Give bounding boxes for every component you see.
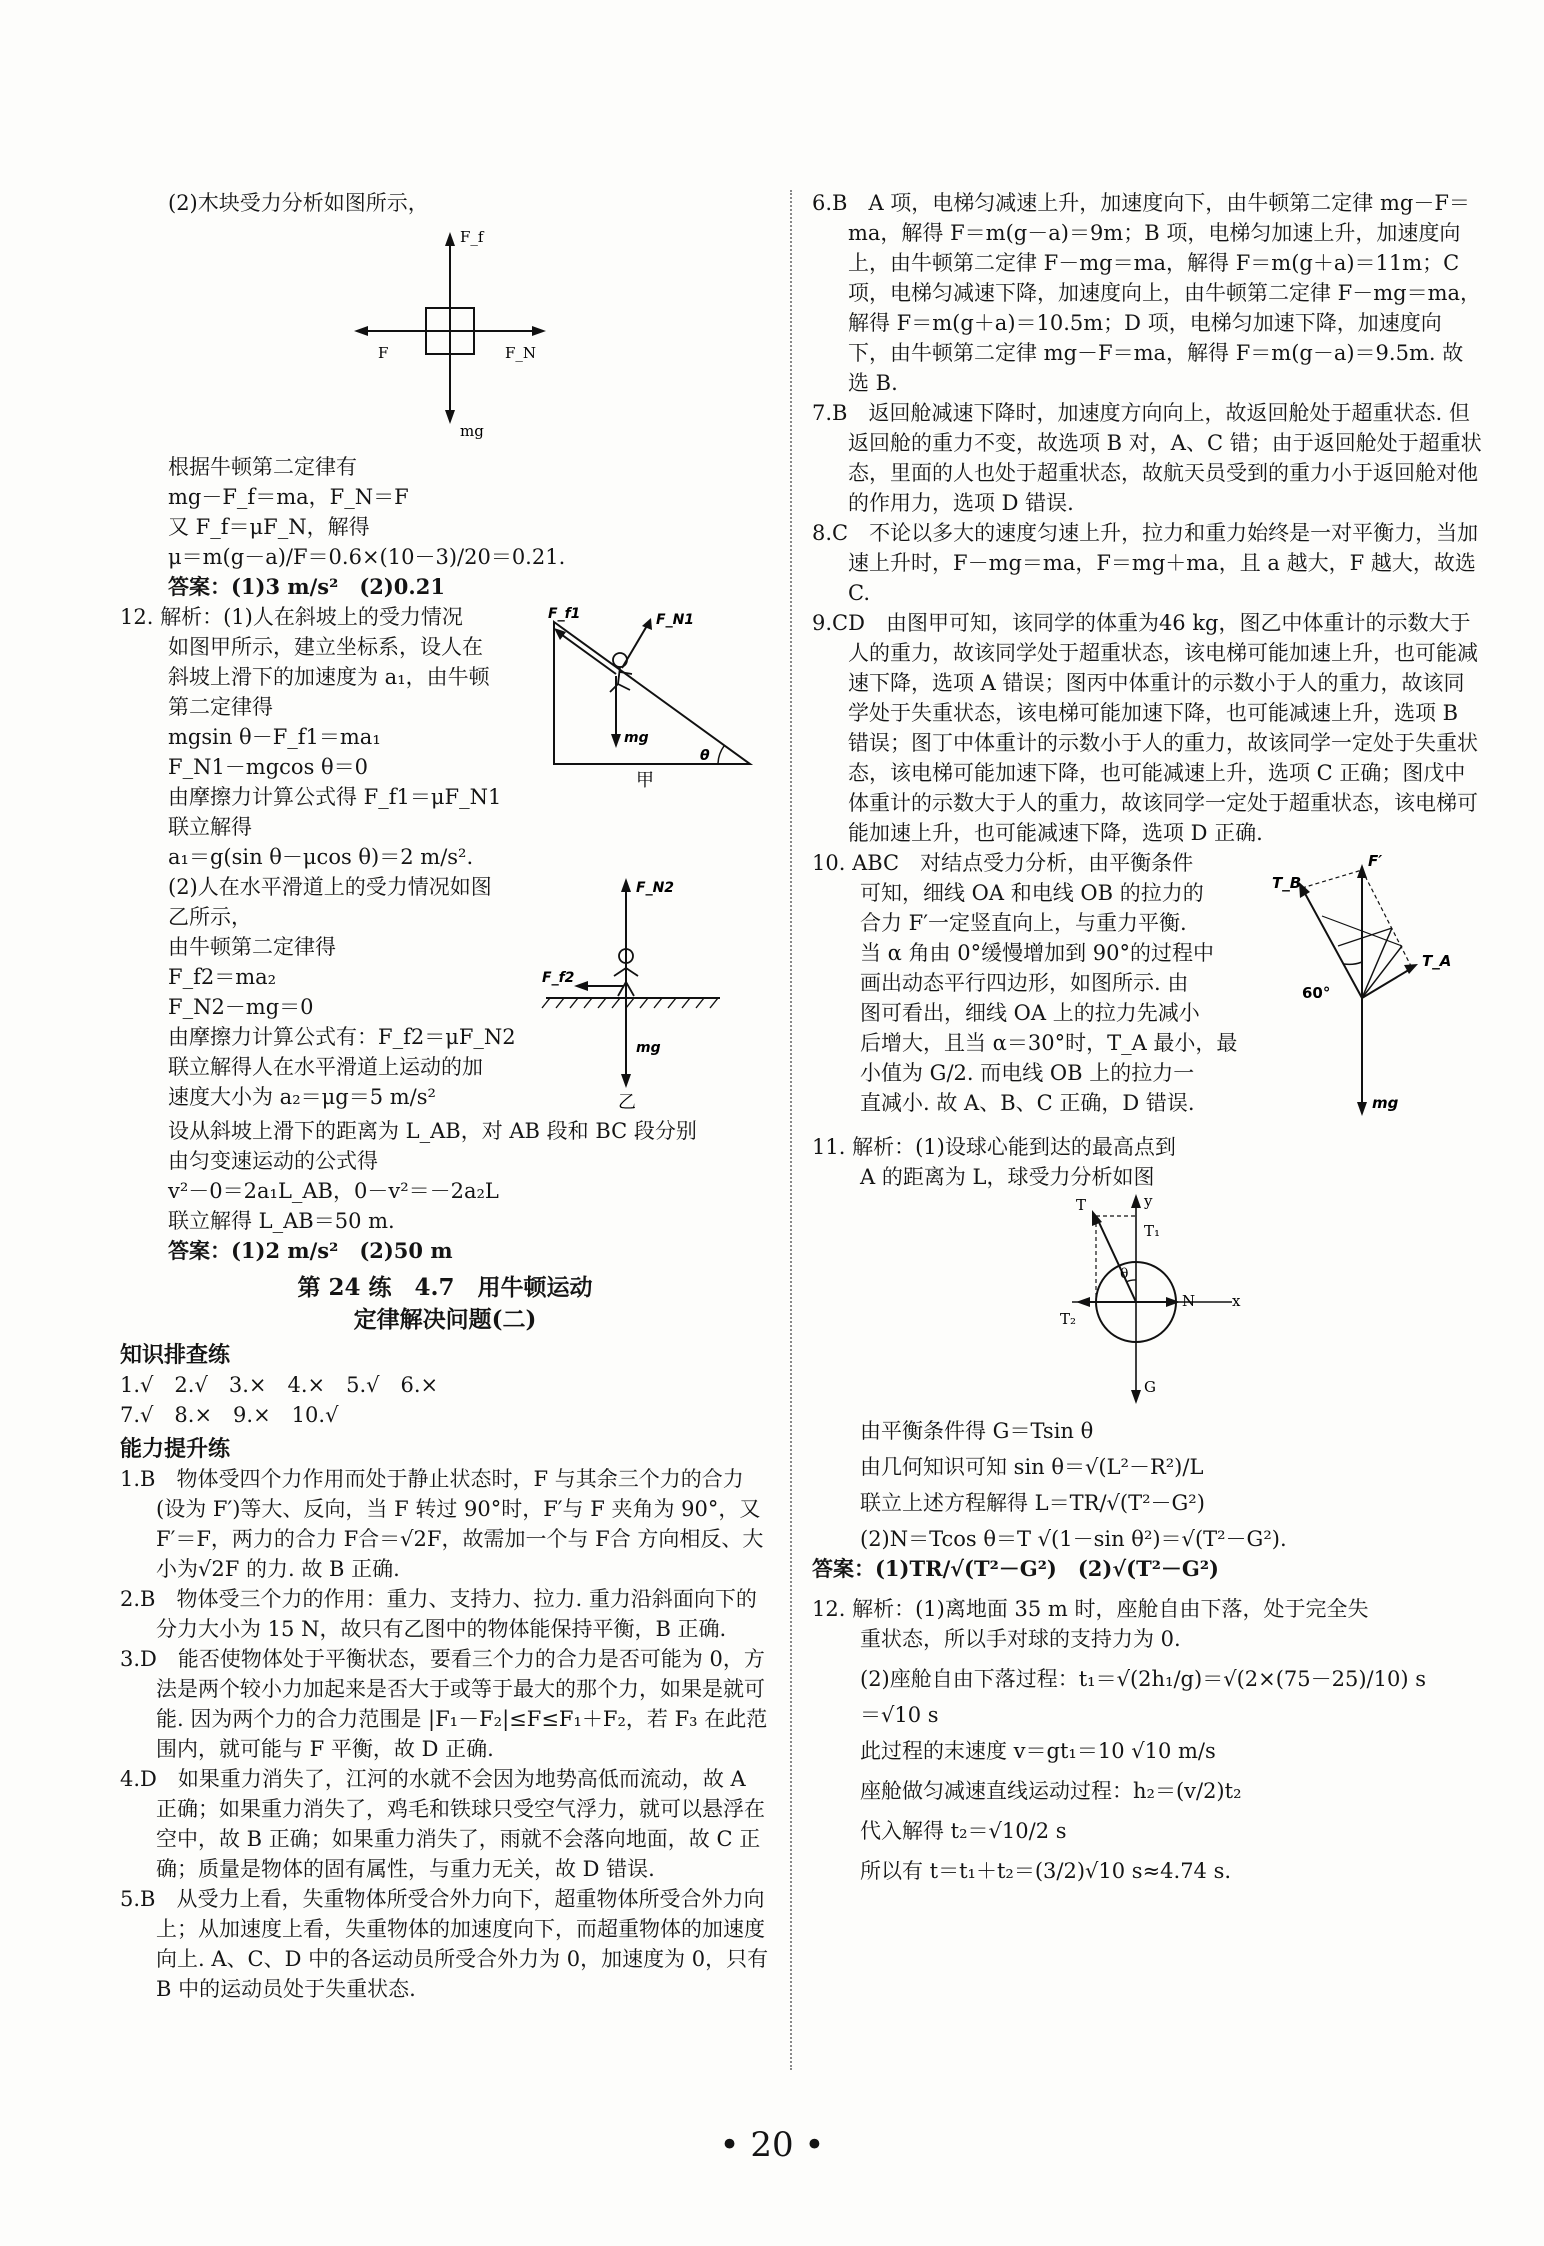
q12-right-line: 此过程的末速度 v＝gt₁＝10 √10 m/s [860, 1739, 1216, 1763]
q12-line: (2)人在水平滑道上的受力情况如图 [168, 875, 492, 899]
q11-answer: 答案：(1)TR/√(T²－G²) (2)√(T²－G²) [812, 1556, 1219, 1581]
q11-n-label: N [1182, 1292, 1196, 1310]
q10-line: 后增大，且当 α＝30°时，T_A 最小，最 [860, 1031, 1238, 1055]
q12-line: 联立解得人在水平滑道上运动的加 [168, 1055, 483, 1079]
q11-g-label: G [1144, 1378, 1156, 1396]
q11-t1-label: T₁ [1144, 1222, 1161, 1240]
q12-figure-b [540, 872, 740, 1116]
answer-item: 1.B 物体受四个力作用而处于静止状态时，F 与其余三个力的合力(设为 F′)等大、反向，当 F 转过 90°时，F′与 F 夹角为 90°，又 F′＝F，两力的合力 F合＝√2F，故需加一个与 F合 方向相反、大小为√2F 的力. 故 B 正确. [120, 1467, 764, 1581]
q11-x-label: x [1232, 1292, 1241, 1310]
q12-line: 斜坡上滑下的加速度为 a₁，由牛顿 [168, 665, 490, 689]
q11-line: 联立上述方程解得 L＝TR/√(T²－G²) [860, 1491, 1205, 1515]
q12-line: 如图甲所示，建立坐标系，设人在 [168, 635, 483, 659]
q11-line: 根据牛顿第二定律有 [168, 455, 357, 479]
q10-line: 小值为 G/2. 而电线 OB 上的拉力一 [860, 1061, 1195, 1085]
q12-line: 由匀变速运动的公式得 [168, 1149, 378, 1173]
q10-mg-label: mg [1372, 1094, 1399, 1112]
q12-right-line: 座舱做匀减速直线运动过程：h₂＝(v/2)t₂ [860, 1779, 1242, 1803]
q11-answer: 答案：(1)3 m/s² (2)0.21 [168, 574, 445, 599]
q11-line: mg－F_f＝ma，F_N＝F [168, 485, 409, 509]
q12-line: F_N1－mgcos θ＝0 [168, 755, 369, 779]
q10-fp-label: F′ [1368, 852, 1383, 870]
answer-item: 3.D 能否使物体处于平衡状态，要看三个力的合力是否可能为 0，方法是两个较小力加起来是否大于或等于最大的那个力，如果是就可能. 因为两个力的合力范围是 |F₁－F₂|≤F≤F₁＋F₂，若 F₃ 在此范围内，就可能与 F 平衡，故 D 正确. [120, 1647, 768, 1761]
q10-line: 当 α 角由 0°缓慢增加到 90°的过程中 [860, 941, 1214, 965]
q12-right-line: 12. 解析：(1)离地面 35 m 时，座舱自由下落，处于完全失 [812, 1597, 1369, 1621]
q12-block-b [120, 872, 770, 1116]
q10-line: 直减小. 故 A、B、C 正确，D 错误. [860, 1091, 1195, 1115]
right-column [812, 188, 1482, 1886]
q11-t-label: T [1076, 1196, 1087, 1214]
q12-line: 联立解得 L_AB＝50 m. [168, 1209, 395, 1233]
q12-line: 由摩擦力计算公式得 F_f1＝μF_N1 [168, 785, 502, 809]
q11-line: 由平衡条件得 G＝Tsin θ [860, 1419, 1094, 1443]
q11-line: μ＝m(g－a)/F＝0.6×(10－3)/20＝0.21. [168, 545, 566, 569]
q12-line: 联立解得 [168, 815, 252, 839]
q11-t2-label: T₂ [1060, 1310, 1077, 1328]
q11-line: (2)木块受力分析如图所示， [168, 191, 429, 215]
q12-line: a₁＝g(sin θ－μcos θ)＝2 m/s². [168, 845, 474, 869]
q12-fn1-label: F_N1 [656, 612, 695, 628]
q12-line: mgsin θ－F_f1＝ma₁ [168, 725, 381, 749]
q12-line: F_f2＝ma₂ [168, 965, 277, 989]
q11-line: 由几何知识可知 sin θ＝√(L²－R²)/L [860, 1455, 1204, 1479]
q11-ff-label: F_f [460, 228, 484, 246]
q12-line: 速度大小为 a₂＝μg＝5 m/s² [168, 1085, 436, 1109]
q10-figure [1262, 848, 1472, 1132]
q11-theta-label: θ [1120, 1266, 1129, 1282]
q10-line: 画出动态平行四边形，如图所示. 由 [860, 971, 1189, 995]
answer-item: 6.B A 项，电梯匀减速上升，加速度向下，由牛顿第二定律 mg－F＝ma，解得 F＝m(g－a)＝9m；B 项，电梯匀加速上升，加速度向上，由牛顿第二定律 F－mg＝ma，解得 F＝m(g＋a)＝11m；C 项，电梯匀减速下降，加速度向上，由牛顿第二定律 F－mg＝ma，解得 F＝m(g＋a)＝10.5m；D 项，电梯匀加速下降，加速度向下，由牛顿第二定律 mg－F＝ma，解得 F＝m(g－a)＝9.5m. 故选 B. [812, 191, 1482, 395]
q10-block [812, 848, 1482, 1132]
left-column [120, 188, 770, 2004]
q11-figure [320, 218, 770, 452]
q12-mg-a-label: mg [624, 730, 649, 746]
q12-ff2-label: F_f2 [542, 970, 575, 986]
answer-item: 5.B 从受力上看，失重物体所受合外力向下，超重物体所受合外力向上；从加速度上看，失重物体的加速度向下，而超重物体的加速度向上. A、C、D 中的各运动员所受合外力为 0，加速度为 0，只有 B 中的运动员处于失重状态. [120, 1887, 769, 2001]
q12-right-line: (2)座舱自由下落过程：t₁＝√(2h₁/g)＝√(2×(75－25)/10) s [860, 1667, 1426, 1691]
q12-line: 第二定律得 [168, 695, 273, 719]
q11-f-label: F [378, 344, 389, 362]
q11-figure [1052, 1192, 1482, 1416]
q10-line: 图可看出，细线 OA 上的拉力先减小 [860, 1001, 1200, 1025]
q11-mg-label: mg [460, 422, 484, 440]
q11-y-label: y [1144, 1192, 1153, 1210]
q12-line: 由摩擦力计算公式有：F_f2＝μF_N2 [168, 1025, 516, 1049]
q12-line: 设从斜坡上滑下的距离为 L_AB，对 AB 段和 BC 段分别 [168, 1119, 697, 1143]
q10-tb-label: T_B [1272, 874, 1302, 892]
q12-mg-b-label: mg [636, 1040, 661, 1056]
q12-line: 由牛顿第二定律得 [168, 935, 336, 959]
column-divider [790, 190, 792, 2070]
q12-ff1-label: F_f1 [548, 606, 581, 622]
q12-block-a [120, 602, 770, 872]
q10-line: 可知，细线 OA 和电线 OB 的拉力的 [860, 881, 1204, 905]
section-title-line2: 定律解决问题(二) [353, 1306, 537, 1333]
q10-angle-label: 60° [1302, 984, 1331, 1002]
q11-line: (2)N＝Tcos θ＝T √(1－sin θ²)＝√(T²－G²). [860, 1527, 1287, 1551]
q12-right-line: 代入解得 t₂＝√10/2 s [860, 1819, 1067, 1843]
q12-right-line: ＝√10 s [860, 1703, 939, 1727]
knowledge-answers: 1.√ 2.√ 3.× 4.× 5.√ 6.× [120, 1373, 439, 1397]
subsection-heading: 知识排查练 [120, 1342, 231, 1368]
q12-line: 乙所示， [168, 905, 252, 929]
q10-line: 10. ABC 对结点受力分析，由平衡条件 [812, 851, 1194, 875]
q12-fig-a-caption: 甲 [636, 770, 654, 791]
answer-item: 2.B 物体受三个力的作用：重力、支持力、拉力. 重力沿斜面向下的分力大小为 15 N，故只有乙图中的物体能保持平衡，B 正确. [120, 1587, 757, 1641]
q11-line: 11. 解析：(1)设球心能到达的最高点到 [812, 1135, 1176, 1159]
q11-fn-label: F_N [505, 344, 537, 362]
q12-answer: 答案：(1)2 m/s² (2)50 m [168, 1238, 453, 1263]
q12-figure-a [540, 602, 768, 796]
q12-fn2-label: F_N2 [636, 880, 675, 896]
q11-line: A 的距离为 L，球受力分析如图 [860, 1165, 1155, 1189]
q12-line: F_N2－mg＝0 [168, 995, 314, 1019]
answer-item: 8.C 不论以多大的速度匀速上升，拉力和重力始终是一对平衡力，当加速上升时，F－mg＝ma，F＝mg＋ma，且 a 越大，F 越大，故选 C. [812, 521, 1479, 605]
subsection-heading: 能力提升练 [120, 1436, 231, 1462]
q12-right-line: 重状态，所以手对球的支持力为 0. [860, 1627, 1181, 1651]
q10-ta-label: T_A [1422, 952, 1452, 970]
answer-item: 4.D 如果重力消失了，江河的水就不会因为地势高低而流动，故 A 正确；如果重力消失了，鸡毛和铁球只受空气浮力，就可以悬浮在空中，故 B 正确；如果重力消失了，雨就不会落向地面，故 C 正确；质量是物体的固有属性，与重力无关，故 D 错误. [120, 1767, 765, 1881]
q11-line: 又 F_f＝μF_N，解得 [168, 515, 370, 539]
q12-line: 12. 解析：(1)人在斜坡上的受力情况 [120, 605, 463, 629]
section-title-line1: 第 24 练 4.7 用牛顿运动 [297, 1274, 593, 1301]
section-title [120, 1272, 770, 1336]
q10-line: 合力 F′一定竖直向上，与重力平衡. [860, 911, 1187, 935]
answer-item: 7.B 返回舱减速下降时，加速度方向向上，故返回舱处于超重状态. 但返回舱的重力不变，故选项 B 对，A、C 错；由于返回舱处于超重状态，里面的人也处于超重状态，故航天员受到的重力小于返回舱对他的作用力，选项 D 错误. [812, 401, 1482, 515]
q12-right-line: 所以有 t＝t₁＋t₂＝(3/2)√10 s≈4.74 s. [860, 1859, 1232, 1883]
knowledge-answers: 7.√ 8.× 9.× 10.√ [120, 1403, 339, 1427]
page-number: • 20 • [719, 2125, 825, 2165]
q12-fig-b-caption: 乙 [618, 1092, 636, 1112]
q12-theta-label: θ [700, 748, 710, 764]
q12-line: v²－0＝2a₁L_AB，0－v²＝－2a₂L [168, 1179, 499, 1203]
answer-item: 9.CD 由图甲可知，该同学的体重为46 kg，图乙中体重计的示数大于人的重力，故该同学处于超重状态，该电梯可能加速上升，也可能减速下降，选项 A 错误；图丙中体重计的示数小于人的重力，故该同学处于失重状态，该电梯可能加速下降，也可能减速上升，选项 B 错误；图丁中体重计的示数小于人的重力，故该同学一定处于失重状态，该电梯可能加速下降，也可能减速上升，选项 C 正确；图戊中体重计的示数大于人的重力，故该同学一定处于超重状态，该电梯可能加速上升，也可能减速下降，选项 D 正确. [812, 611, 1478, 845]
